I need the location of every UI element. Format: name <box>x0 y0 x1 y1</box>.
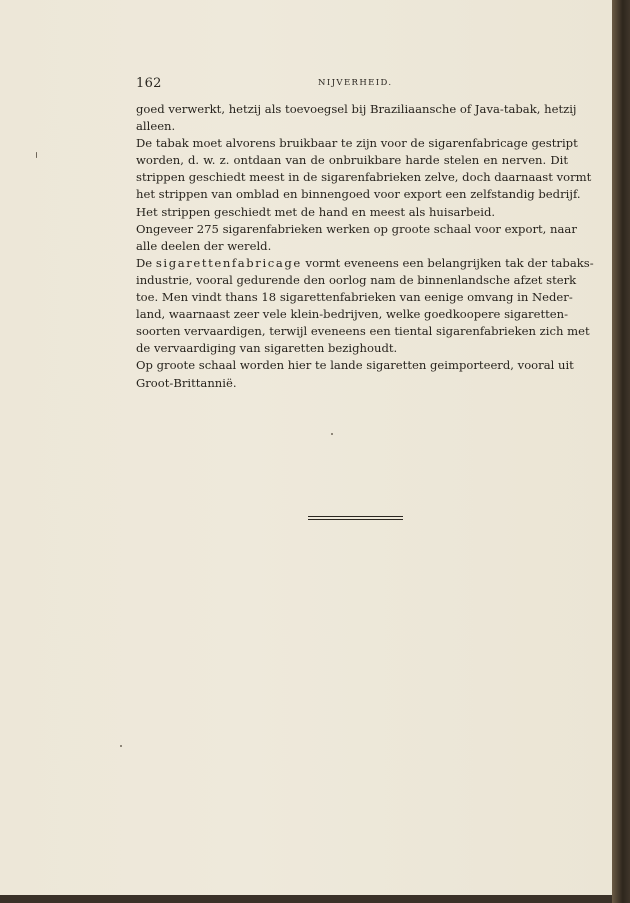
text-line: De tabak moet alvorens bruikbaar te zijn voor de sigarenfabricage gestript <box>136 136 578 151</box>
text-line: strippen geschiedt meest in de sigarenfabrieken zelve, doch daarnaast vormt <box>136 170 592 185</box>
section-end-rule <box>308 516 403 522</box>
text-line: land, waarnaast zeer vele klein-bedrijven, welke goedkoopere sigaretten- <box>136 307 569 322</box>
paper-speck <box>120 745 122 747</box>
running-title: NIJVERHEID. <box>318 78 393 88</box>
text-line: alleen. <box>136 119 176 134</box>
text-line: Ongeveer 275 sigarenfabrieken werken op groote schaal voor export, naar <box>136 221 577 236</box>
spaced-term: sigarettenfabricage <box>155 255 302 270</box>
paper-speck <box>36 152 37 158</box>
rule-line <box>308 516 403 517</box>
rule-line <box>308 519 403 520</box>
text-line: toe. Men vindt thans 18 sigarettenfabrieken van eenige omvang in Neder- <box>136 290 573 305</box>
book-edge <box>612 0 630 903</box>
text-line: Groot-Brittannië. <box>136 375 237 390</box>
text-line: industrie, vooral gedurende den oorlog nam de binnenlandsche afzet sterk <box>136 272 577 287</box>
body-text <box>136 101 594 392</box>
text-line: goed verwerkt, hetzij als toevoegsel bij Braziliaansche of Java-tabak, hetzij <box>136 102 577 116</box>
page-number: 162 <box>136 76 162 91</box>
text-line: het strippen van omblad en binnengoed voor export een zelfstandig bedrijf. <box>136 187 581 202</box>
text-segment: vormt eveneens een belangrijken tak der tabaks- <box>301 255 594 270</box>
paper-speck <box>331 433 333 435</box>
text-line: Het strippen geschiedt met de hand en meest als huisarbeid. <box>136 204 496 219</box>
page-header <box>0 76 612 92</box>
text-line: alle deelen der wereld. <box>136 238 272 253</box>
text-line: soorten vervaardigen, terwijl eveneens een tiental sigarenfabrieken zich met <box>136 324 590 339</box>
text-line: worden, d. w. z. ontdaan van de onbruikbare harde stelen en nerven. Dit <box>136 153 568 168</box>
text-line-with-spaced-term <box>136 255 594 272</box>
text-line: Op groote schaal worden hier te lande sigaretten geimporteerd, vooral uit <box>136 358 574 373</box>
text-segment: De <box>136 255 156 270</box>
book-bottom-edge <box>0 895 612 903</box>
text-line: de vervaardiging van sigaretten bezighoudt. <box>136 341 398 356</box>
